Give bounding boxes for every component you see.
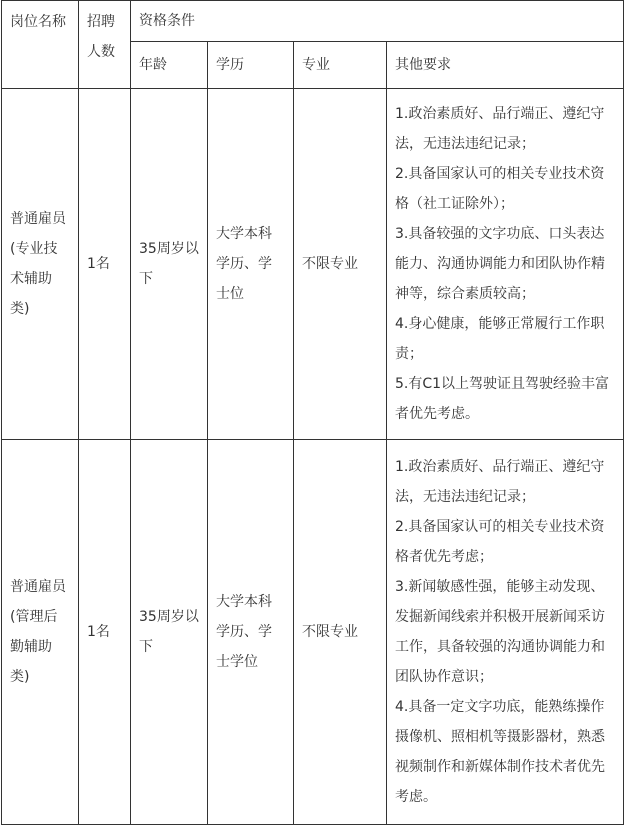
requirement-item: 5.有C1以上驾驶证且驾驶经验丰富者优先考虑。 bbox=[395, 376, 610, 422]
age-cell: 35周岁以下 bbox=[131, 440, 208, 825]
headcount-cell: 1名 bbox=[79, 89, 131, 440]
major-cell: 不限专业 bbox=[294, 440, 387, 825]
recruitment-table bbox=[1, 0, 624, 825]
requirement-item: 4.身心健康，能够正常履行工作职责； bbox=[395, 316, 605, 362]
major-cell: 不限专业 bbox=[294, 89, 387, 440]
header-headcount: 招聘人数 bbox=[79, 1, 131, 89]
header-qualifications: 资格条件 bbox=[131, 1, 624, 42]
requirement-item: 2.具备国家认可的相关专业技术资格（社工证除外）； bbox=[395, 166, 605, 212]
header-row bbox=[2, 1, 624, 42]
requirements-cell bbox=[387, 89, 624, 440]
header-education: 学历 bbox=[208, 42, 294, 89]
requirement-item: 2.具备国家认可的相关专业技术资格者优先考虑； bbox=[395, 519, 605, 565]
header-other: 其他要求 bbox=[387, 42, 624, 89]
requirements-cell bbox=[387, 440, 624, 825]
header-position-name: 岗位名称 bbox=[2, 1, 79, 89]
requirement-item: 3.具备较强的文字功底、口头表达能力、沟通协调能力和团队协作精神等，综合素质较高； bbox=[395, 226, 605, 302]
education-cell: 大学本科学历、学士位 bbox=[208, 89, 294, 440]
age-cell: 35周岁以下 bbox=[131, 89, 208, 440]
requirement-item: 1.政治素质好、品行端正、遵纪守法，无违法违纪记录； bbox=[395, 106, 605, 152]
header-major: 专业 bbox=[294, 42, 387, 89]
requirement-item: 4.具备一定文字功底，能熟练操作摄像机、照相机等摄影器材，熟悉视频制作和新媒体制作技术者优先考虑。 bbox=[395, 699, 605, 805]
position-cell: 普通雇员(专业技术辅助类) bbox=[2, 89, 79, 440]
position-cell: 普通雇员(管理后勤辅助类) bbox=[2, 440, 79, 825]
header-age: 年龄 bbox=[131, 42, 208, 89]
table-row bbox=[2, 89, 624, 440]
requirement-item: 3.新闻敏感性强，能够主动发现、发掘新闻线索并积极开展新闻采访工作，具备较强的沟通协调能力和团队协作意识； bbox=[395, 579, 605, 685]
education-cell: 大学本科学历、学士学位 bbox=[208, 440, 294, 825]
table-row bbox=[2, 440, 624, 825]
requirement-item: 1.政治素质好、品行端正、遵纪守法，无违法违纪记录； bbox=[395, 459, 605, 505]
headcount-cell: 1名 bbox=[79, 440, 131, 825]
